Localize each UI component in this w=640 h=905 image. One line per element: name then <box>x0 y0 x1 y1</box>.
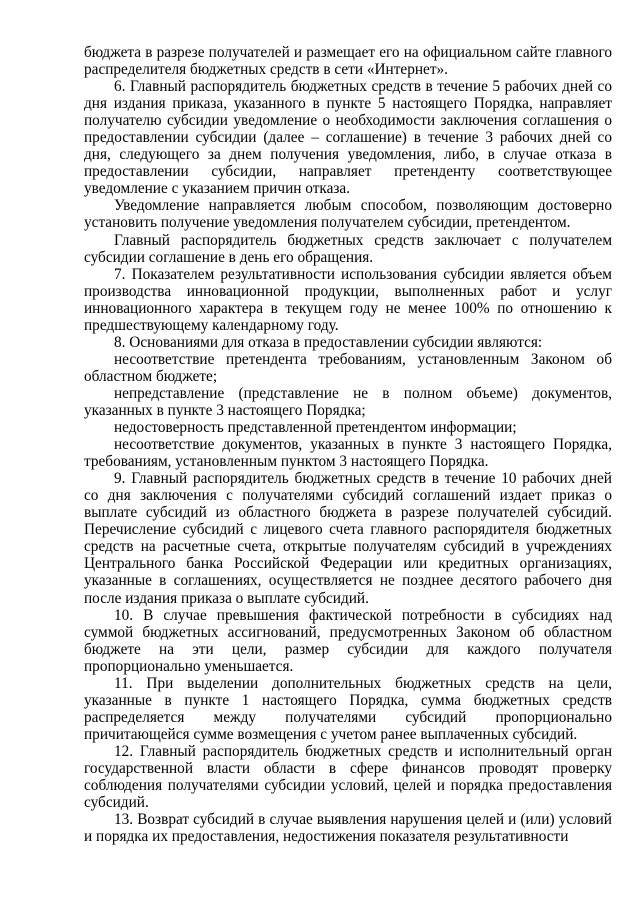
paragraph-refusal-reason-1: несоответствие претендента требованиям, установленным Законом об областном бюджете; <box>84 350 612 385</box>
paragraph-refusal-reason-2: непредставление (представление не в полном объеме) документов, указанных в пункте 3 настоящего Порядка; <box>84 384 612 419</box>
paragraph-notification-method: Уведомление направляется любым способом, позволяющим достоверно установить получение уведомления получателем субсидии, претендентом. <box>84 197 612 232</box>
paragraph-continuation: бюджета в разрезе получателей и размещает его на официальном сайте главного распределителя бюджетных средств в сети «Интернет». <box>84 44 612 79</box>
document-page <box>84 44 612 845</box>
paragraph-item-13: 13. Возврат субсидий в случае выявления нарушения целей и (или) условий и порядка их предоставления, недостижения показателя результативности <box>84 811 612 846</box>
paragraph-item-6: 6. Главный распорядитель бюджетных средств в течение 5 рабочих дней со дня издания приказа, указанного в пункте 5 настоящего Порядка, направляет получателю субсидии уведомление о необходимости заключения соглашения о предоставлении субсидии (далее – соглашение) в течение 3 рабочих дней со дня, следующего за днем получения уведомления, либо, в случае отказа в предоставлении субсидии, направляет претенденту соответствующее уведомление с указанием причин отказа. <box>84 78 612 198</box>
paragraph-item-12: 12. Главный распорядитель бюджетных средств и исполнительный орган государственной власти области в сфере финансов проводят проверку соблюдения получателями субсидии условий, целей и порядка предоставления субсидий. <box>84 742 612 812</box>
paragraph-refusal-reason-4: несоответствие документов, указанных в пункте 3 настоящего Порядка, требованиям, установленным пунктом 3 настоящего Порядка. <box>84 436 612 471</box>
paragraph-item-10: 10. В случае превышения фактической потребности в субсидиях над суммой бюджетных ассигнований, предусмотренных Законом об областном бюджете на эти цели, размер субсидии для каждого получателя пропорционально уменьшается. <box>84 606 612 675</box>
paragraph-item-7: 7. Показателем результативности использования субсидии является объем производства инновационной продукции, выполненных работ и услуг инновационного характера в текущем году не менее 100% по отношению к предшествующему календарному году. <box>84 265 612 334</box>
paragraph-item-11: 11. При выделении дополнительных бюджетных средств на цели, указанные в пункте 1 настоящего Порядка, сумма бюджетных средств распределяется между получателями субсидий пропорционально причитающейся сумме возмещения с учетом ранее выплаченных субсидий. <box>84 674 612 743</box>
paragraph-refusal-reason-3: недостоверность представленной претендентом информации; <box>114 419 517 437</box>
paragraph-item-8: 8. Основаниями для отказа в предоставлении субсидии являются: <box>114 333 543 351</box>
paragraph-item-9: 9. Главный распорядитель бюджетных средств в течение 10 рабочих дней со дня заключения с получателями субсидий соглашений издает приказ о выплате субсидий из областного бюджета в разрезе получателей субсидий. Перечисление субсидий с лицевого счета главного распорядителя бюджетных средств на расчетные счета, открытые получателям субсидий в учреждениях Центрального банка Российской Федерации или кредитных организациях, указанные в соглашениях, осуществляется не позднее десятого рабочего дня после издания приказа о выплате субсидий. <box>84 470 612 607</box>
paragraph-agreement-day: Главный распорядитель бюджетных средств заключает с получателем субсидии соглашение в день его обращения. <box>84 231 612 266</box>
